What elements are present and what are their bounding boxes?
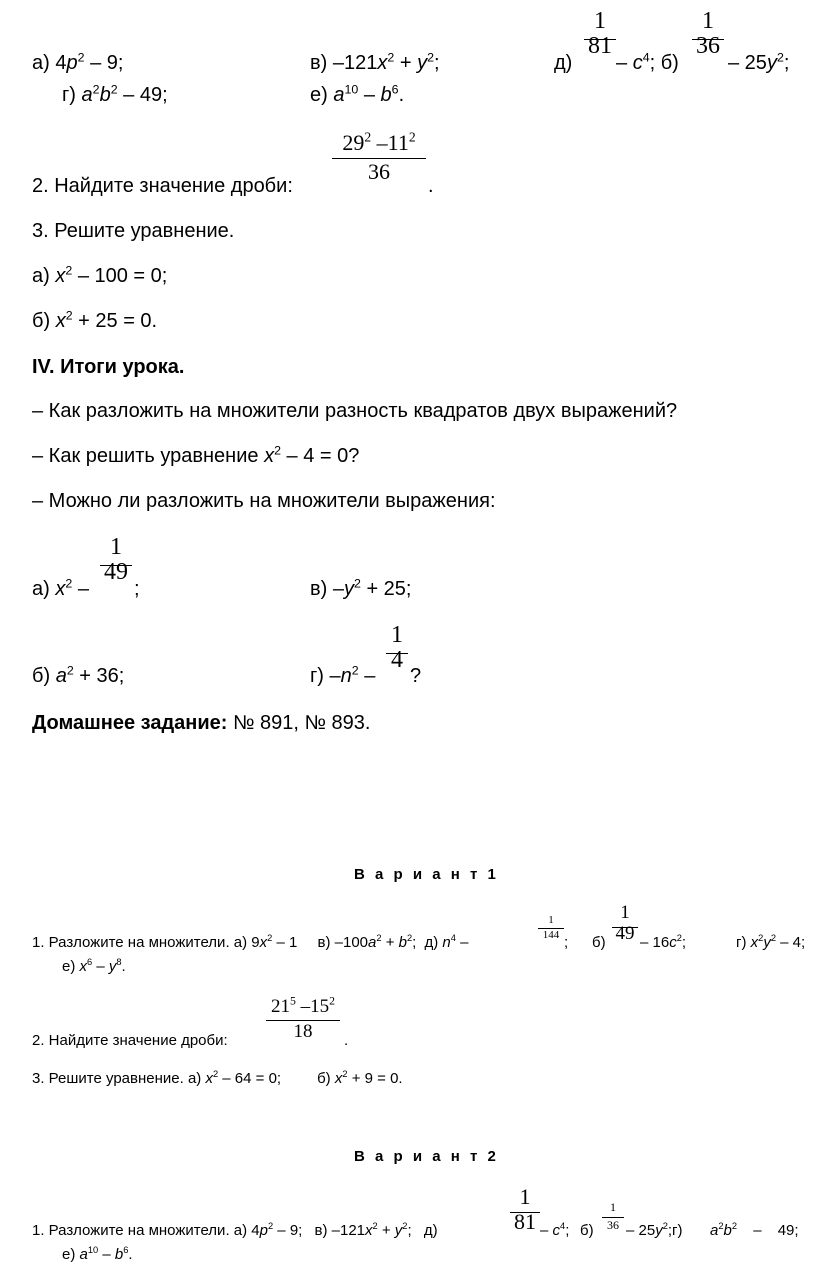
summary-item-g-end: ? xyxy=(410,665,422,687)
variant1-e: е) $x^6 - y^8$. xyxy=(62,957,126,975)
task2-end: . xyxy=(428,175,434,197)
variant1-task2-fraction: $21^5$ $-15^2$ 18 xyxy=(266,996,340,1043)
variant2-d-rest: – $c^4$; xyxy=(540,1221,570,1239)
top-item-a: а) $4p^2 - 9$; xyxy=(32,50,124,74)
variant1-task3: 3. Решите уравнение. а) $x^2 - 64 = 0$; б) $x^2 + 9 = 0$. xyxy=(32,1069,403,1087)
summary-question-2: – Как решить уравнение $x^2 - 4 = 0$? xyxy=(32,443,360,467)
variant1-b-rest: – $16c^2$; xyxy=(640,933,687,951)
variant2-b-fraction: 1 36 xyxy=(602,1200,624,1233)
variant1-task2-text: 2. Найдите значение дроби: xyxy=(32,1032,228,1049)
summary-g-fraction-bar xyxy=(386,653,408,654)
variant1-b-fraction-bar xyxy=(612,927,638,928)
task3-title: 3. Решите уравнение. xyxy=(32,220,235,242)
summary-question-3: – Можно ли разложить на множители выражения: xyxy=(32,490,496,512)
task3-a: а) $x^2 - 100 = 0$; xyxy=(32,263,168,287)
homework-line: Домашнее задание: № 891, № 893. xyxy=(32,712,371,734)
top-b-fraction-bar xyxy=(692,39,724,40)
summary-heading: IV. Итоги урока. xyxy=(32,356,185,378)
variant2-b-label: б) xyxy=(580,1222,594,1239)
summary-item-a: а) $x^2$ – xyxy=(32,576,89,600)
task3-b: б) $x^2 + 25 = 0$. xyxy=(32,308,158,332)
summary-question-1: – Как разложить на множители разность квадратов двух выражений? xyxy=(32,400,678,422)
variant2-d-fraction: 1 81 xyxy=(514,1184,536,1234)
task2-text: 2. Найдите значение дроби: xyxy=(32,175,293,197)
variant1-d-end: ; xyxy=(564,934,569,951)
top-b-fraction: 1 36 xyxy=(696,8,720,59)
variant1-d-fraction: 1 144 xyxy=(538,914,564,941)
top-item-v: в) $-121x^2 + y^2$; xyxy=(310,50,440,74)
summary-item-v: в) $-y^2 + 25$; xyxy=(310,576,412,600)
summary-item-b: б) $a^2 + 36$; xyxy=(32,663,125,687)
summary-a-fraction-bar xyxy=(100,565,132,566)
task2-fraction: $29^2$ $-11^2$ 36 xyxy=(332,130,426,185)
variant1-task1-line1: 1. Разложите на множители. а) $9x^2 - 1$ в) $-100a^2 + b^2$; д) $n^4$ – xyxy=(32,933,469,951)
variant2-title: В а р и а н т 2 xyxy=(354,1148,499,1165)
variant1-g: г) $x^2y^2 - 4$; xyxy=(736,933,806,951)
variant2-b-rest: – $25y^2;г$) xyxy=(626,1221,683,1239)
top-item-d-rest: – $c^4$; б) xyxy=(616,50,679,74)
variant1-b-label: б) xyxy=(592,934,606,951)
variant2-d-fraction-bar xyxy=(510,1212,540,1213)
summary-g-fraction: 1 4 xyxy=(391,622,403,673)
top-item-g: г) $a^2b^2 - 49$; xyxy=(62,82,168,106)
variant2-task1-line1: 1. Разложите на множители. а) $4p^2 - 9$; в) $-121x^2 + y^2$; д) xyxy=(32,1221,438,1239)
top-d-fraction-bar xyxy=(584,39,616,40)
top-item-d-label: д) xyxy=(554,52,573,74)
variant2-e: е) $a^{10} - b^6$. xyxy=(62,1245,133,1263)
summary-a-fraction: 1 49 xyxy=(104,534,128,585)
variant1-task2-end: . xyxy=(344,1032,349,1049)
variant2-g: $a^2b^2 - 49$; xyxy=(710,1221,799,1239)
top-item-e: е) $a^{10} - b^6$. xyxy=(310,82,405,106)
variant1-title: В а р и а н т 1 xyxy=(354,866,499,883)
top-item-b-rest: – $25y^2$; xyxy=(728,50,790,74)
summary-item-g: г) $-n^2$ – xyxy=(310,663,376,687)
top-d-fraction: 1 81 xyxy=(588,8,612,59)
variant1-b-fraction: 1 49 xyxy=(615,902,635,944)
summary-item-a-end: ; xyxy=(134,578,140,600)
